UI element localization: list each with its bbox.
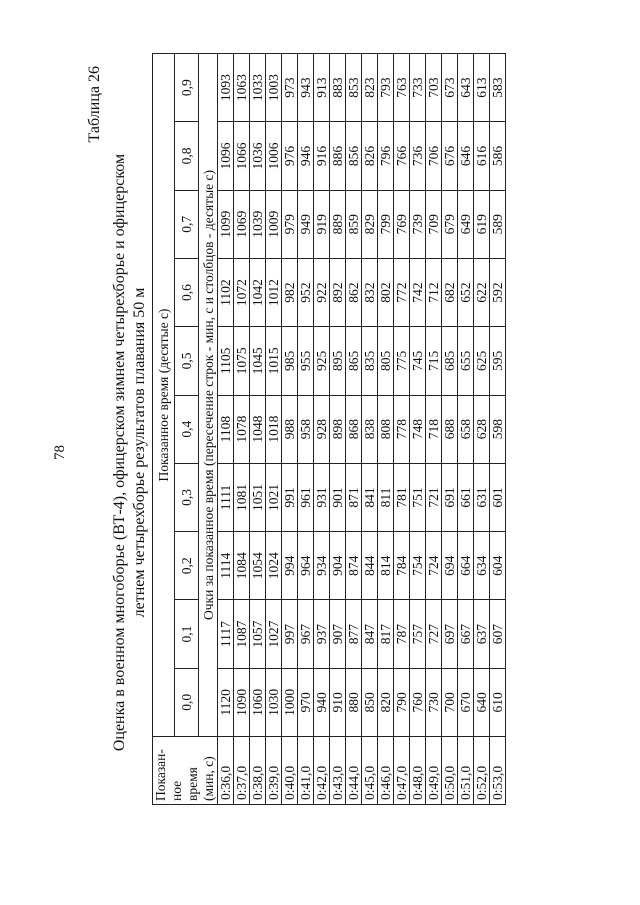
points-cell: 1024 bbox=[266, 532, 282, 600]
points-cell: 619 bbox=[474, 190, 490, 258]
points-cell: 781 bbox=[394, 463, 410, 531]
points-cell: 1027 bbox=[266, 600, 282, 668]
points-cell: 895 bbox=[330, 327, 346, 395]
points-cell: 838 bbox=[362, 395, 378, 463]
points-cell: 946 bbox=[298, 122, 314, 190]
row-time-label: 0:48,0 bbox=[410, 737, 426, 805]
points-cell: 1033 bbox=[250, 54, 266, 122]
table-row bbox=[250, 54, 266, 805]
points-cell: 784 bbox=[394, 532, 410, 600]
points-cell: 832 bbox=[362, 258, 378, 326]
title-line-2: летнем четырехборье результатов плавания 50 м bbox=[131, 287, 148, 618]
points-cell: 928 bbox=[314, 395, 330, 463]
points-cell: 859 bbox=[346, 190, 362, 258]
table-label: Таблица 26 bbox=[86, 66, 103, 143]
decimal-header-cell: 0,6 bbox=[175, 258, 199, 326]
points-cell: 697 bbox=[442, 600, 458, 668]
table-row bbox=[346, 54, 362, 805]
points-cell: 658 bbox=[458, 395, 474, 463]
table-row bbox=[458, 54, 474, 805]
points-cell: 625 bbox=[474, 327, 490, 395]
table-row bbox=[410, 54, 426, 805]
points-cell: 715 bbox=[426, 327, 442, 395]
points-cell: 676 bbox=[442, 122, 458, 190]
points-cell: 652 bbox=[458, 258, 474, 326]
points-cell: 913 bbox=[314, 54, 330, 122]
points-cell: 751 bbox=[410, 463, 426, 531]
points-cell: 727 bbox=[426, 600, 442, 668]
decimal-header-cell: 0,8 bbox=[175, 122, 199, 190]
row-time-label: 0:51,0 bbox=[458, 737, 474, 805]
decimal-header-cell: 0,0 bbox=[175, 668, 199, 736]
points-cell: 829 bbox=[362, 190, 378, 258]
points-cell: 796 bbox=[378, 122, 394, 190]
points-cell: 586 bbox=[490, 122, 506, 190]
table-row bbox=[426, 54, 442, 805]
points-cell: 910 bbox=[330, 668, 346, 736]
points-cell: 673 bbox=[442, 54, 458, 122]
points-subheader: Очки за показанное время (пересечение строк - мин, с и столбцов - десятые с) bbox=[199, 54, 218, 737]
points-cell: 835 bbox=[362, 327, 378, 395]
table-row bbox=[442, 54, 458, 805]
points-cell: 1108 bbox=[218, 395, 234, 463]
points-cell: 760 bbox=[410, 668, 426, 736]
points-cell: 682 bbox=[442, 258, 458, 326]
points-cell: 886 bbox=[330, 122, 346, 190]
points-cell: 814 bbox=[378, 532, 394, 600]
points-cell: 583 bbox=[490, 54, 506, 122]
points-cell: 646 bbox=[458, 122, 474, 190]
points-cell: 805 bbox=[378, 327, 394, 395]
row-time-label: 0:38,0 bbox=[250, 737, 266, 805]
decimal-header-cell: 0,1 bbox=[175, 600, 199, 668]
points-cell: 844 bbox=[362, 532, 378, 600]
points-cell: 691 bbox=[442, 463, 458, 531]
points-cell: 787 bbox=[394, 600, 410, 668]
points-cell: 667 bbox=[458, 600, 474, 668]
row-time-label: 0:40,0 bbox=[282, 737, 298, 805]
points-cell: 1117 bbox=[218, 600, 234, 668]
points-cell: 1009 bbox=[266, 190, 282, 258]
points-cell: 1045 bbox=[250, 327, 266, 395]
corner-line: время bbox=[185, 767, 200, 801]
points-cell: 994 bbox=[282, 532, 298, 600]
points-cell: 916 bbox=[314, 122, 330, 190]
points-cell: 922 bbox=[314, 258, 330, 326]
table-row bbox=[282, 54, 298, 805]
points-cell: 901 bbox=[330, 463, 346, 531]
points-cell: 613 bbox=[474, 54, 490, 122]
points-cell: 904 bbox=[330, 532, 346, 600]
points-cell: 1120 bbox=[218, 668, 234, 736]
points-cell: 778 bbox=[394, 395, 410, 463]
points-cell: 1015 bbox=[266, 327, 282, 395]
points-cell: 1102 bbox=[218, 258, 234, 326]
points-cell: 892 bbox=[330, 258, 346, 326]
points-cell: 997 bbox=[282, 600, 298, 668]
points-cell: 1021 bbox=[266, 463, 282, 531]
points-cell: 592 bbox=[490, 258, 506, 326]
points-cell: 889 bbox=[330, 190, 346, 258]
points-cell: 1051 bbox=[250, 463, 266, 531]
points-cell: 1042 bbox=[250, 258, 266, 326]
points-cell: 670 bbox=[458, 668, 474, 736]
table-row bbox=[394, 54, 410, 805]
points-cell: 907 bbox=[330, 600, 346, 668]
points-cell: 820 bbox=[378, 668, 394, 736]
points-cell: 967 bbox=[298, 600, 314, 668]
row-time-label: 0:42,0 bbox=[314, 737, 330, 805]
corner-line: ное bbox=[169, 780, 184, 801]
points-cell: 1030 bbox=[266, 668, 282, 736]
score-table-body bbox=[218, 54, 506, 805]
points-cell: 808 bbox=[378, 395, 394, 463]
points-cell: 991 bbox=[282, 463, 298, 531]
points-cell: 598 bbox=[490, 395, 506, 463]
points-cell: 853 bbox=[346, 54, 362, 122]
points-cell: 1003 bbox=[266, 54, 282, 122]
points-cell: 949 bbox=[298, 190, 314, 258]
points-cell: 802 bbox=[378, 258, 394, 326]
score-table bbox=[152, 53, 506, 805]
points-cell: 841 bbox=[362, 463, 378, 531]
points-cell: 649 bbox=[458, 190, 474, 258]
points-cell: 826 bbox=[362, 122, 378, 190]
points-cell: 817 bbox=[378, 600, 394, 668]
points-cell: 640 bbox=[474, 668, 490, 736]
row-time-label: 0:50,0 bbox=[442, 737, 458, 805]
points-cell: 685 bbox=[442, 327, 458, 395]
points-cell: 934 bbox=[314, 532, 330, 600]
table-row bbox=[314, 54, 330, 805]
points-cell: 958 bbox=[298, 395, 314, 463]
points-cell: 847 bbox=[362, 600, 378, 668]
decimal-header-cell: 0,5 bbox=[175, 327, 199, 395]
points-cell: 1099 bbox=[218, 190, 234, 258]
row-time-label: 0:52,0 bbox=[474, 737, 490, 805]
points-cell: 982 bbox=[282, 258, 298, 326]
row-time-label: 0:44,0 bbox=[346, 737, 362, 805]
points-cell: 622 bbox=[474, 258, 490, 326]
points-cell: 1078 bbox=[234, 395, 250, 463]
points-cell: 604 bbox=[490, 532, 506, 600]
points-cell: 709 bbox=[426, 190, 442, 258]
table-row bbox=[266, 54, 282, 805]
points-cell: 850 bbox=[362, 668, 378, 736]
points-cell: 961 bbox=[298, 463, 314, 531]
points-cell: 664 bbox=[458, 532, 474, 600]
points-cell: 601 bbox=[490, 463, 506, 531]
row-time-label: 0:46,0 bbox=[378, 737, 394, 805]
points-cell: 1039 bbox=[250, 190, 266, 258]
points-cell: 862 bbox=[346, 258, 362, 326]
points-cell: 979 bbox=[282, 190, 298, 258]
points-cell: 1075 bbox=[234, 327, 250, 395]
points-cell: 898 bbox=[330, 395, 346, 463]
decimal-header-cell: 0,3 bbox=[175, 463, 199, 531]
points-cell: 628 bbox=[474, 395, 490, 463]
points-cell: 1114 bbox=[218, 532, 234, 600]
title-line-1: Оценка в военном многоборье (ВТ-4), офицерском зимнем четырехборье и офицерском bbox=[111, 153, 128, 752]
decimal-header-row bbox=[175, 54, 199, 805]
points-cell: 874 bbox=[346, 532, 362, 600]
points-cell: 1069 bbox=[234, 190, 250, 258]
points-cell: 868 bbox=[346, 395, 362, 463]
points-cell: 1093 bbox=[218, 54, 234, 122]
corner-header bbox=[153, 737, 218, 805]
points-cell: 865 bbox=[346, 327, 362, 395]
table-row bbox=[330, 54, 346, 805]
points-cell: 631 bbox=[474, 463, 490, 531]
row-time-label: 0:43,0 bbox=[330, 737, 346, 805]
points-cell: 754 bbox=[410, 532, 426, 600]
points-cell: 1072 bbox=[234, 258, 250, 326]
points-cell: 883 bbox=[330, 54, 346, 122]
points-cell: 595 bbox=[490, 327, 506, 395]
points-cell: 757 bbox=[410, 600, 426, 668]
page-number: 78 bbox=[52, 445, 68, 460]
points-cell: 940 bbox=[314, 668, 330, 736]
points-cell: 763 bbox=[394, 54, 410, 122]
points-cell: 1084 bbox=[234, 532, 250, 600]
points-cell: 739 bbox=[410, 190, 426, 258]
points-cell: 1012 bbox=[266, 258, 282, 326]
points-cell: 1105 bbox=[218, 327, 234, 395]
points-cell: 643 bbox=[458, 54, 474, 122]
points-cell: 679 bbox=[442, 190, 458, 258]
points-cell: 769 bbox=[394, 190, 410, 258]
row-time-label: 0:45,0 bbox=[362, 737, 378, 805]
points-cell: 1054 bbox=[250, 532, 266, 600]
points-cell: 661 bbox=[458, 463, 474, 531]
points-cell: 1096 bbox=[218, 122, 234, 190]
points-cell: 736 bbox=[410, 122, 426, 190]
points-cell: 1111 bbox=[218, 463, 234, 531]
decimal-header-cell: 0,2 bbox=[175, 532, 199, 600]
points-cell: 1018 bbox=[266, 395, 282, 463]
decimal-header-cell: 0,7 bbox=[175, 190, 199, 258]
points-cell: 607 bbox=[490, 600, 506, 668]
points-cell: 742 bbox=[410, 258, 426, 326]
points-cell: 1090 bbox=[234, 668, 250, 736]
points-cell: 703 bbox=[426, 54, 442, 122]
table-row bbox=[234, 54, 250, 805]
group-header: Показанное время (десятые с) bbox=[153, 54, 175, 737]
points-cell: 706 bbox=[426, 122, 442, 190]
points-cell: 772 bbox=[394, 258, 410, 326]
points-cell: 589 bbox=[490, 190, 506, 258]
points-cell: 871 bbox=[346, 463, 362, 531]
points-cell: 925 bbox=[314, 327, 330, 395]
decimal-header-cell: 0,9 bbox=[175, 54, 199, 122]
row-time-label: 0:47,0 bbox=[394, 737, 410, 805]
corner-line: Показан- bbox=[153, 749, 168, 801]
points-cell: 964 bbox=[298, 532, 314, 600]
points-cell: 700 bbox=[442, 668, 458, 736]
points-cell: 790 bbox=[394, 668, 410, 736]
points-cell: 745 bbox=[410, 327, 426, 395]
row-time-label: 0:39,0 bbox=[266, 737, 282, 805]
points-cell: 1063 bbox=[234, 54, 250, 122]
table-row bbox=[218, 54, 234, 805]
points-cell: 1006 bbox=[266, 122, 282, 190]
table-row bbox=[298, 54, 314, 805]
points-cell: 1087 bbox=[234, 600, 250, 668]
row-time-label: 0:53,0 bbox=[490, 737, 506, 805]
points-cell: 1060 bbox=[250, 668, 266, 736]
points-cell: 1048 bbox=[250, 395, 266, 463]
points-cell: 733 bbox=[410, 54, 426, 122]
points-cell: 718 bbox=[426, 395, 442, 463]
table-title bbox=[110, 80, 150, 825]
points-cell: 811 bbox=[378, 463, 394, 531]
points-cell: 931 bbox=[314, 463, 330, 531]
decimal-header-cell: 0,4 bbox=[175, 395, 199, 463]
table-row bbox=[490, 54, 506, 805]
points-cell: 766 bbox=[394, 122, 410, 190]
points-cell: 616 bbox=[474, 122, 490, 190]
points-cell: 688 bbox=[442, 395, 458, 463]
row-time-label: 0:36,0 bbox=[218, 737, 234, 805]
row-time-label: 0:49,0 bbox=[426, 737, 442, 805]
points-cell: 988 bbox=[282, 395, 298, 463]
points-cell: 919 bbox=[314, 190, 330, 258]
points-cell: 694 bbox=[442, 532, 458, 600]
points-cell: 655 bbox=[458, 327, 474, 395]
points-cell: 799 bbox=[378, 190, 394, 258]
table-row bbox=[378, 54, 394, 805]
points-cell: 637 bbox=[474, 600, 490, 668]
points-cell: 721 bbox=[426, 463, 442, 531]
row-time-label: 0:41,0 bbox=[298, 737, 314, 805]
points-cell: 1066 bbox=[234, 122, 250, 190]
points-cell: 748 bbox=[410, 395, 426, 463]
points-cell: 976 bbox=[282, 122, 298, 190]
points-cell: 970 bbox=[298, 668, 314, 736]
points-cell: 823 bbox=[362, 54, 378, 122]
points-cell: 775 bbox=[394, 327, 410, 395]
points-cell: 793 bbox=[378, 54, 394, 122]
points-cell: 1057 bbox=[250, 600, 266, 668]
points-cell: 1000 bbox=[282, 668, 298, 736]
points-cell: 877 bbox=[346, 600, 362, 668]
points-cell: 880 bbox=[346, 668, 362, 736]
points-cell: 943 bbox=[298, 54, 314, 122]
points-cell: 937 bbox=[314, 600, 330, 668]
corner-line: (мин, с) bbox=[201, 756, 216, 801]
points-cell: 724 bbox=[426, 532, 442, 600]
row-time-label: 0:37,0 bbox=[234, 737, 250, 805]
points-cell: 730 bbox=[426, 668, 442, 736]
points-cell: 973 bbox=[282, 54, 298, 122]
points-cell: 1036 bbox=[250, 122, 266, 190]
points-cell: 952 bbox=[298, 258, 314, 326]
points-cell: 712 bbox=[426, 258, 442, 326]
points-cell: 634 bbox=[474, 532, 490, 600]
table-row bbox=[362, 54, 378, 805]
points-cell: 610 bbox=[490, 668, 506, 736]
points-cell: 955 bbox=[298, 327, 314, 395]
points-cell: 856 bbox=[346, 122, 362, 190]
points-cell: 985 bbox=[282, 327, 298, 395]
points-cell: 1081 bbox=[234, 463, 250, 531]
table-row bbox=[474, 54, 490, 805]
